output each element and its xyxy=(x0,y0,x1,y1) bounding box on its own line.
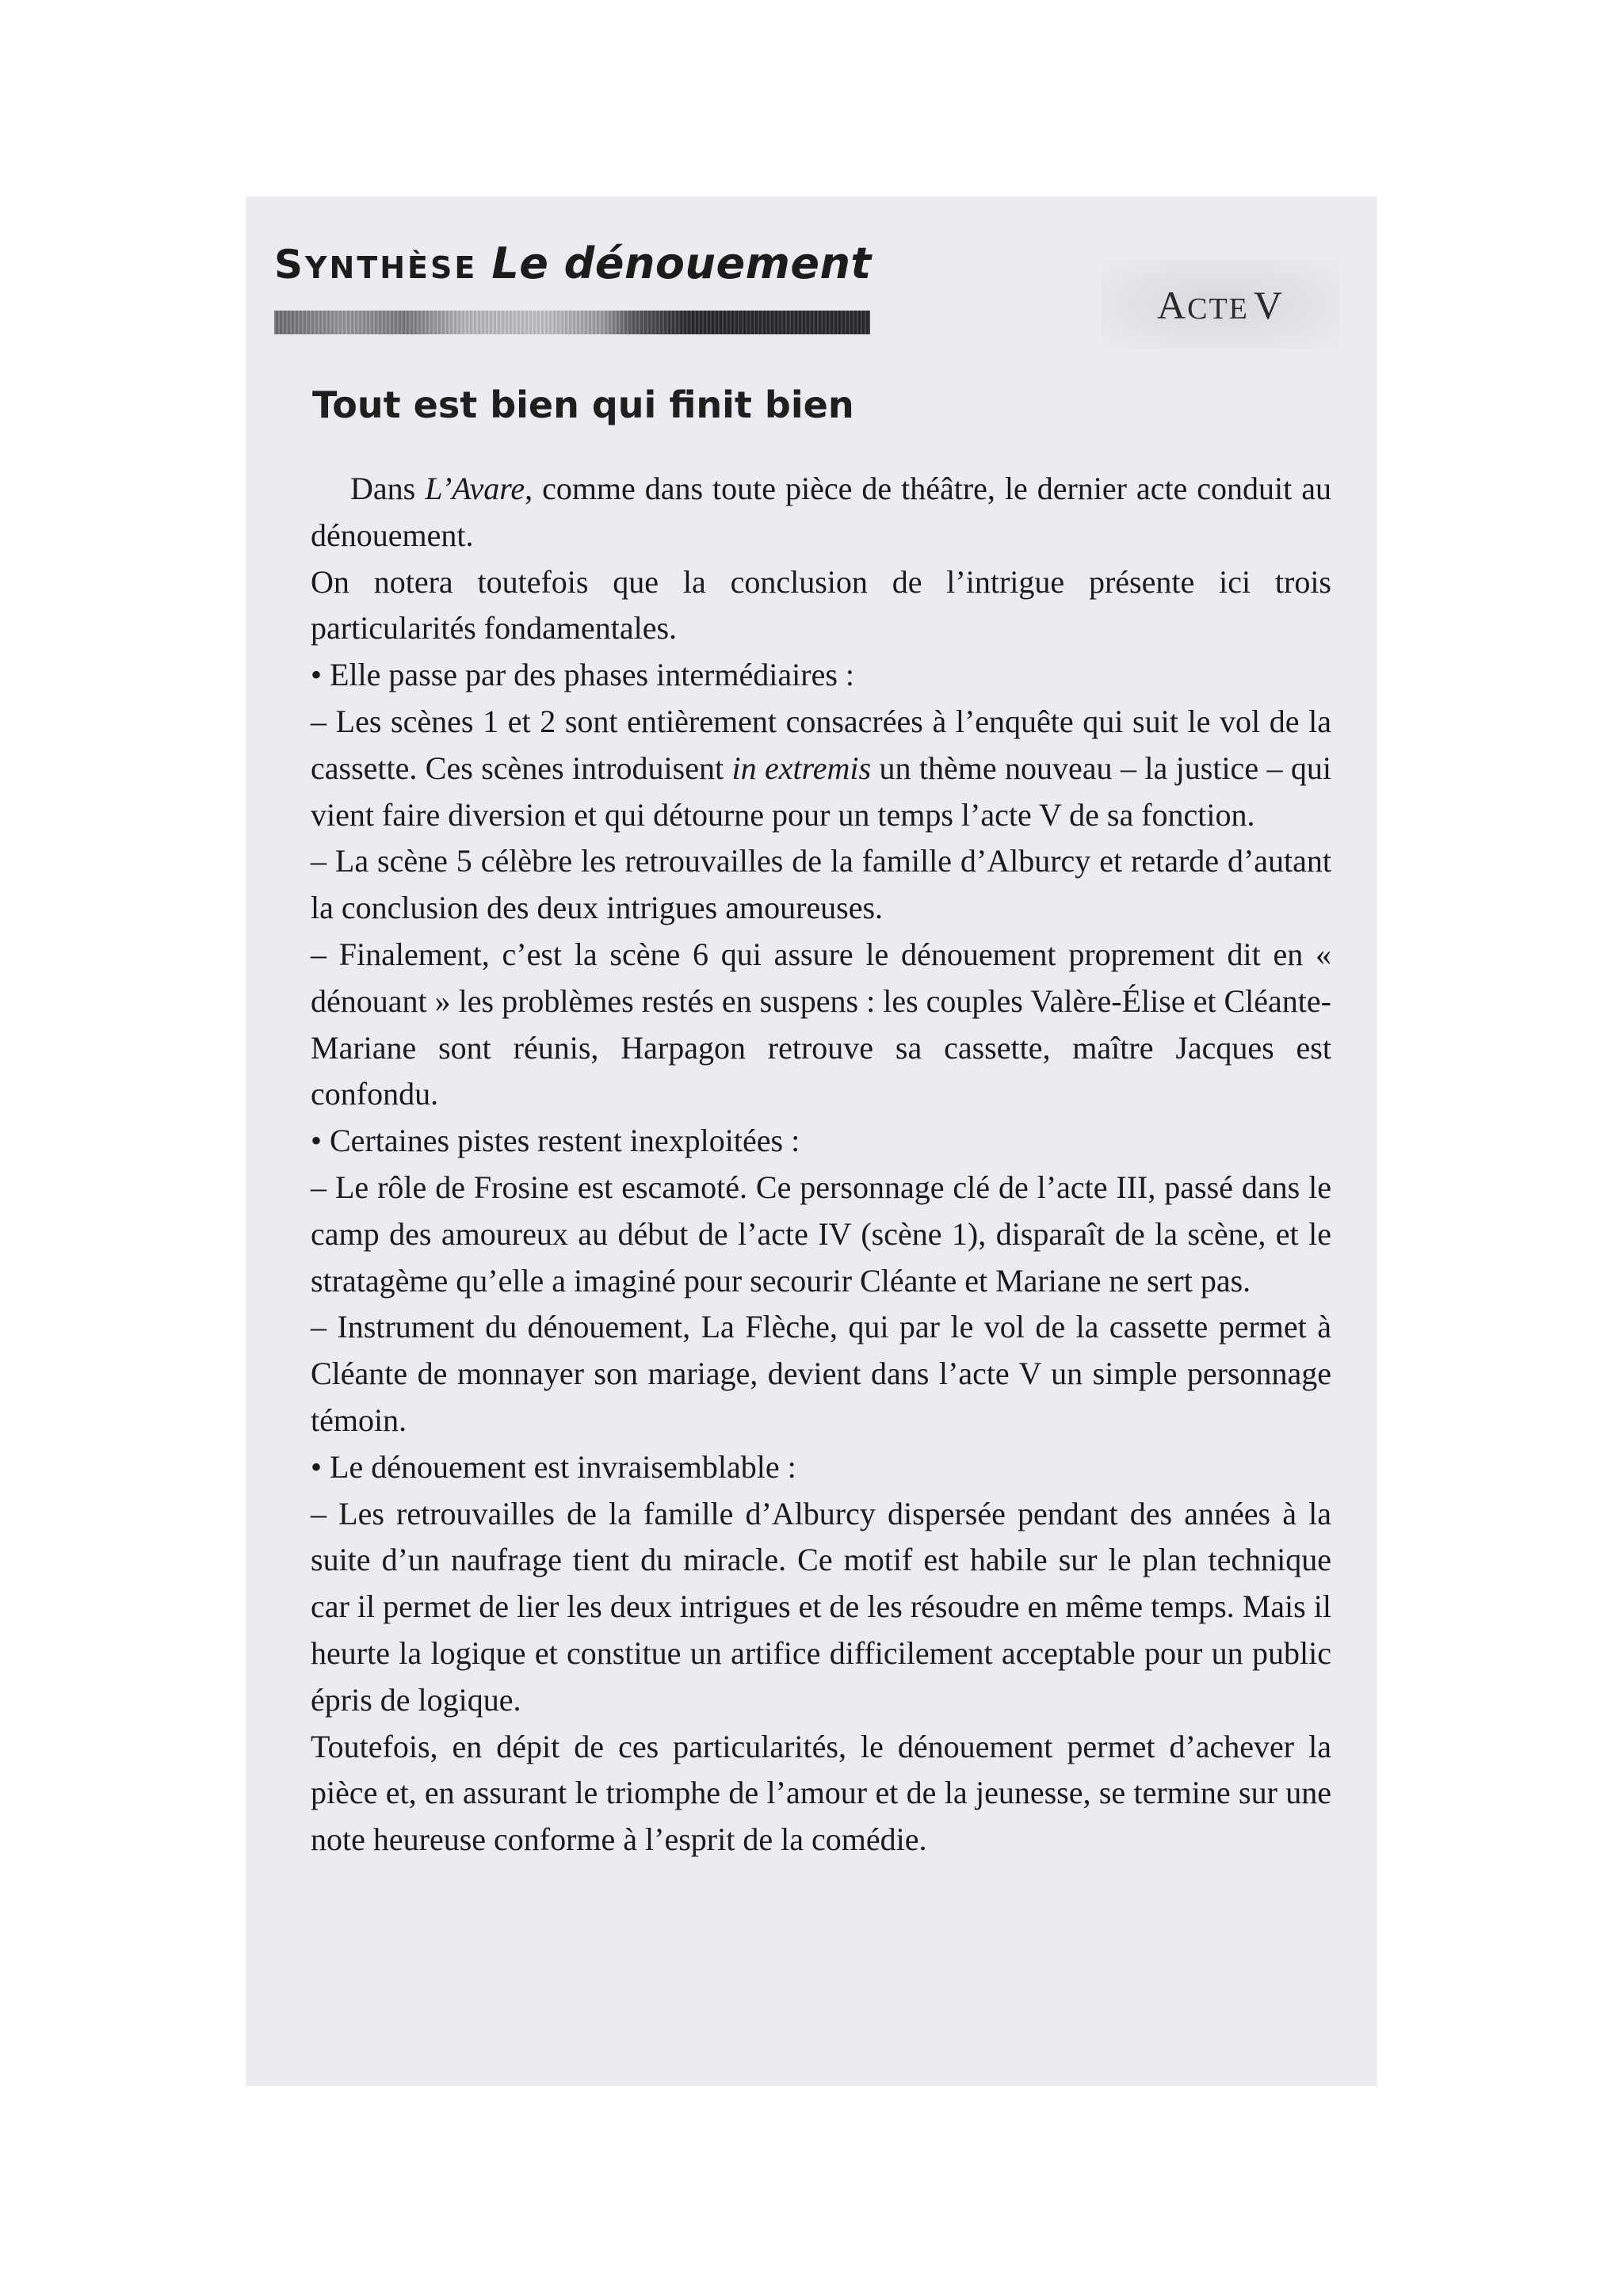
particularities-paragraph: On notera toutefois que la conclusion de l’intrigue présente ici trois particularités fondamentales. xyxy=(311,563,1331,646)
scanned-page xyxy=(246,196,1377,2086)
play-title: L’Avare xyxy=(425,471,525,506)
act-badge xyxy=(1102,260,1339,349)
body-text xyxy=(311,466,1331,1863)
synthese-rest: YNTHÈSE xyxy=(305,250,478,285)
act-number: V xyxy=(1253,283,1284,327)
item-alburcy-family: – Les retrouvailles de la famille d’Alburcy dispersée pendant des années à la suite d’un naufrage tient du miracle. Ce motif est habile sur le plan technique car il permet de lier les deux intrigues et de les résoudre en même temps. Mais il heurte la logique et constitue un artifice difficilement acceptable pour un public épris de logique. xyxy=(311,1495,1331,1718)
item-scene-6: – Finalement, c’est la scène 6 qui assure le dénouement proprement dit en « dénouant » les problèmes restés en suspens : les couples Valère-Élise et Cléante-Mariane sont réunis, Harpagon retrouve sa cassette, maître Jacques est confondu. xyxy=(311,936,1331,1112)
item-frosine: – Le rôle de Frosine est escamoté. Ce personnage clé de l’acte III, passé dans le camp des amoureux au début de l’acte IV (scène 1), disparaît de la scène, et le stratagème qu’elle a imaginé pour secourir Cléante et Mariane ne sert pas. xyxy=(311,1169,1331,1299)
act-label xyxy=(1102,285,1339,325)
topic-title: Le dénouement xyxy=(491,238,872,288)
item-scene-5: – La scène 5 célèbre les retrouvailles de la famille d’Alburcy et retarde d’autant la conclusion des deux intrigues amoureuses. xyxy=(311,843,1331,926)
bullet-intermediate-phases: • Elle passe par des phases intermédiaires : xyxy=(311,657,854,693)
item-la-fleche: – Instrument du dénouement, La Flèche, qui par le vol de la cassette permet à Cléante de monnayer son mariage, devient dans l’acte V un simple personnage témoin. xyxy=(311,1309,1331,1438)
header-decorative-bar xyxy=(274,311,870,334)
synthesis-header xyxy=(274,238,872,288)
item-scenes-1-2 xyxy=(311,699,1331,838)
conclusion-paragraph: Toutefois, en dépit de ces particularités, le dénouement permet d’achever la pièce et, en assurant le triomphe de l’amour et de la jeunesse, se termine sur une note heureuse conforme à l’esprit de la comédie. xyxy=(311,1728,1331,1858)
item-scenes-after: un thème nouveau – la justice – qui vient faire diversion et qui détourne pour un temps l’acte V de sa fonction. xyxy=(311,749,1332,833)
bullet-implausible: • Le dénouement est invraisemblable : xyxy=(311,1448,796,1485)
section-title: Tout est bien qui finit bien xyxy=(312,383,854,426)
synthese-initial: S xyxy=(274,242,306,288)
latin-phrase: in extremis xyxy=(731,749,872,786)
intro-paragraph xyxy=(311,466,1331,559)
act-initial: A xyxy=(1157,283,1188,327)
intro-before: Dans xyxy=(350,471,426,506)
intro-after: , comme dans toute pièce de théâtre, le dernier acte conduit au dénouement. xyxy=(311,471,1331,553)
item-scenes-before: – Les scènes 1 et 2 sont entièrement consacrées à l’enquête qui suit le vol de la cassette. Ces scènes introduisent xyxy=(311,703,1331,786)
bullet-unexploited-tracks: • Certaines pistes restent inexploitées : xyxy=(311,1123,800,1159)
act-rest: CTE xyxy=(1187,292,1249,326)
